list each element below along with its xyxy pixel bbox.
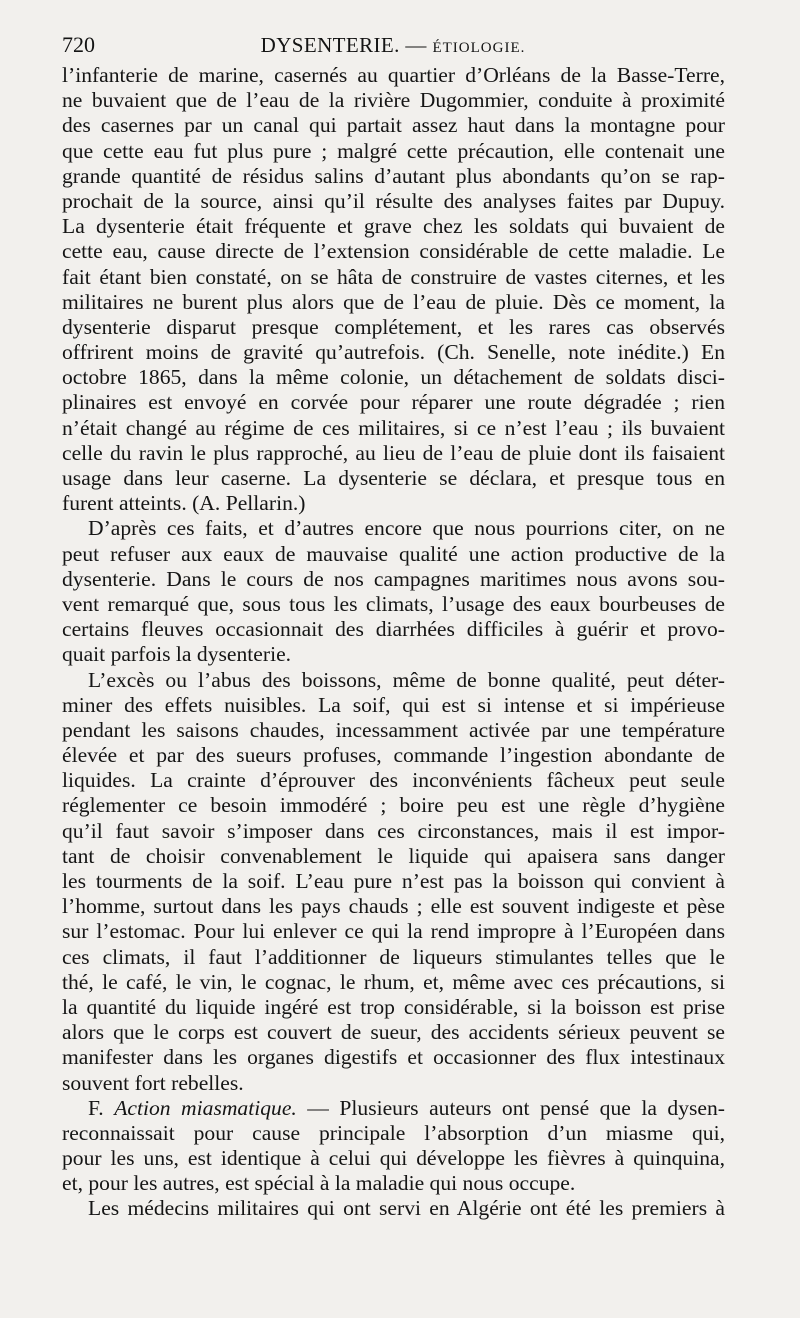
text-line: réglementer ce besoin immodéré ; boire peu est une règle d’hygiène (62, 793, 725, 818)
text-line: L’excès ou l’abus des boissons, même de bonne qualité, peut déter- (88, 667, 725, 692)
text-line: peut refuser aux eaux de mauvaise qualité une action productive de la (62, 541, 725, 566)
running-head-section: ÉTIOLOGIE. (432, 40, 526, 56)
text-line: sur l’estomac. Pour lui enlever ce qui la rend impropre à l’Européen dans (62, 919, 725, 944)
page-number: 720 (62, 32, 95, 57)
section-f-rest: — Plusieurs auteurs ont pensé que la dysen- (296, 1095, 725, 1120)
text-line: pendant les saisons chaudes, incessamment activée par une température (62, 717, 725, 742)
running-head (62, 30, 724, 63)
page-header (62, 30, 724, 60)
text-line: liquides. La crainte d’éprouver des inconvénients fâcheux peut seule (62, 768, 725, 793)
text-line: ces climats, il faut l’additionner de liqueurs stimulantes telles que le (62, 944, 725, 969)
text-line: dysenterie disparut presque complétement, et les rares cas observés (62, 314, 725, 339)
text-line: Les médecins militaires qui ont servi en Algérie ont été les premiers à (88, 1196, 725, 1221)
text-line: dysenterie. Dans le cours de nos campagnes maritimes nous avons sou- (62, 566, 725, 591)
text-line: l’infanterie de marine, casernés au quartier d’Orléans de la Basse-Terre, (62, 63, 725, 87)
text-line: vent remarqué que, sous tous les climats, l’usage des eaux bourbeuses de (62, 591, 725, 616)
section-f-heading-line (62, 1096, 725, 1121)
running-head-title: DYSENTERIE. (260, 33, 400, 57)
text-line: La dysenterie était fréquente et grave chez les soldats qui buvaient de (62, 214, 725, 239)
text-line: furent atteints. (A. Pellarin.) (62, 491, 306, 516)
text-line: militaires ne burent plus alors que de l’eau de pluie. Dès ce moment, la (62, 289, 725, 314)
section-f-label: F. (88, 1095, 104, 1120)
text-line: celle du ravin le plus rapproché, au lieu de l’eau de pluie dont ils faisaient (62, 440, 725, 465)
text-line: des casernes par un canal qui partait assez haut dans la montagne pour (62, 113, 725, 138)
running-head-separator: — (405, 33, 427, 57)
text-line: élevée et par des sueurs profuses, commande l’ingestion abondante de (62, 743, 725, 768)
text-line: plinaires est envoyé en corvée pour réparer une route dégradée ; rien (62, 390, 725, 415)
text-line: thé, le café, le vin, le cognac, le rhum, et, même avec ces précautions, si (62, 969, 725, 994)
text-line: grande quantité de résidus salins d’autant plus abondants qu’on se rap- (62, 163, 725, 188)
text-line: alors que le corps est couvert de sueur, des accidents sérieux peuvent se (62, 1020, 725, 1045)
text-line: miner des effets nuisibles. La soif, qui est si intense et si impérieuse (62, 692, 725, 717)
text-line: prochait de la source, ainsi qu’il résulte des analyses faites par Dupuy. (62, 188, 725, 213)
text-line: certains fleuves occasionnait des diarrhées difficiles à guérir et provo- (62, 617, 725, 642)
body-text (62, 63, 725, 1222)
text-line: cette eau, cause directe de l’extension considérable de cette maladie. Le (62, 239, 725, 264)
section-f-title: Action miasmatique. (114, 1095, 297, 1120)
text-line: D’après ces faits, et d’autres encore que nous pourrions citer, on ne (88, 516, 725, 541)
text-line: souvent fort rebelles. (62, 1070, 244, 1095)
text-line: fait étant bien constaté, on se hâta de construire de vastes citernes, et les (62, 264, 725, 289)
text-line: et, pour les autres, est spécial à la maladie qui nous occupe. (62, 1171, 576, 1196)
text-line: que cette eau fut plus pure ; malgré cette précaution, elle contenait une (62, 138, 725, 163)
text-line: ne buvaient que de l’eau de la rivière Dugommier, conduite à proximité (62, 88, 725, 113)
text-line: n’était changé au régime de ces militaires, si ce n’est l’eau ; ils buvaient (62, 415, 725, 440)
text-line: qu’il faut savoir s’imposer dans ces circonstances, mais il est impor- (62, 818, 725, 843)
text-line: les tourments de la soif. L’eau pure n’est pas la boisson qui convient à (62, 869, 725, 893)
text-line: quait parfois la dysenterie. (62, 642, 292, 667)
text-line: manifester dans les organes digestifs et occasionner des flux intestinaux (62, 1045, 725, 1070)
text-line: reconnaissait pour cause principale l’absorption d’un miasme qui, (62, 1120, 725, 1145)
text-line: la quantité du liquide ingéré est trop considérable, si la boisson est prise (62, 994, 725, 1019)
text-line: l’homme, surtout dans les pays chauds ; elle est souvent indigeste et pèse (62, 894, 725, 919)
text-line: usage dans leur caserne. La dysenterie se déclara, et presque tous en (62, 466, 725, 490)
text-line: offrirent moins de gravité qu’autrefois. (Ch. Senelle, note inédite.) En (62, 340, 725, 365)
text-line: octobre 1865, dans la même colonie, un détachement de soldats disci- (62, 365, 725, 390)
text-line: pour les uns, est identique à celui qui développe les fièvres à quinquina, (62, 1146, 725, 1171)
text-line: tant de choisir convenablement le liquide qui apaisera sans danger (62, 843, 725, 868)
